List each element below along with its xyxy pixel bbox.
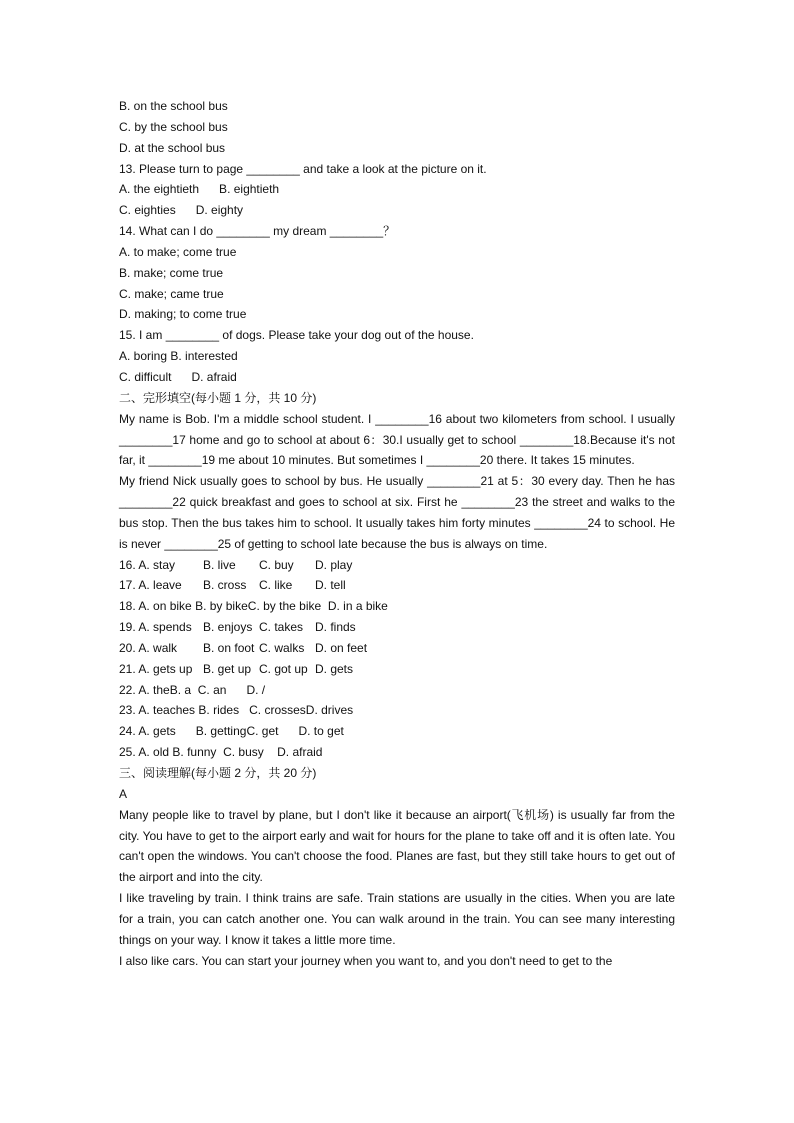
q13-options-row1: A. the eightieth B. eightieth <box>119 182 280 197</box>
passage-label: A <box>119 786 128 801</box>
q15-stem: 15. I am ________ of dogs. Please take your dog out of the house. <box>119 328 474 343</box>
q13-stem: 13. Please turn to page ________ and take a look at the picture on it. <box>119 161 487 176</box>
q12-option-d: D. at the school bus <box>119 140 226 155</box>
q14-option-c: C. make; came true <box>119 286 224 301</box>
cloze-paragraph-2: My friend Nick usually goes to school by bus. He usually ________21 at 5：30 every day. Then he has ________22 quick breakfast and goes to school at six. First he ________23 the street and walks to the bus stop. Then the bus takes him to school. It usually takes him forty minutes ________24 to school. He is never ________25 of getting to school late because the bus is always on time. <box>119 474 675 551</box>
q14-option-b: B. make; come true <box>119 265 224 280</box>
q15-options-row1: A. boring B. interested <box>119 349 238 364</box>
q14-option-d: D. making; to come true <box>119 307 247 322</box>
cloze-option-row: 20. A. walk B. on foot C. walks D. on feet <box>119 640 368 655</box>
cloze-paragraph-1: My name is Bob. I'm a middle school student. I ________16 about two kilometers from school. I usually ________17 home and go to school at about 6：30.I usually get to school ________18.Because it's not far, it ________19 me about 10 minutes. But sometimes I ________20 there. It takes 15 minutes. <box>119 411 675 468</box>
section3-heading: 三、阅读理解(每小题 2 分，共 20 分) <box>119 766 317 780</box>
cloze-option-row: 23. A. teaches B. rides C. crossesD. drives <box>119 703 354 718</box>
document-page <box>119 96 675 971</box>
reading-paragraph-3: I also like cars. You can start your journey when you want to, and you don't need to get to the <box>119 953 613 968</box>
q15-options-row2: C. difficult D. afraid <box>119 369 237 384</box>
q13-options-row2: C. eighties D. eighty <box>119 203 244 218</box>
section2-heading: 二、完形填空(每小题 1 分，共 10 分) <box>119 390 317 405</box>
cloze-option-row: 21. A. gets up B. get up C. got up D. gets <box>119 661 354 676</box>
cloze-option-row: 22. A. theB. a C. an D. / <box>119 682 266 697</box>
cloze-option-row: 18. A. on bike B. by bikeC. by the bike D. in a bike <box>119 599 388 614</box>
cloze-option-row: 19. A. spends B. enjoys C. takes D. finds <box>119 620 356 635</box>
q12-option-b: B. on the school bus <box>119 99 228 113</box>
cloze-option-row: 25. A. old B. funny C. busy D. afraid <box>119 745 323 760</box>
cloze-option-row: 24. A. gets B. gettingC. get D. to get <box>119 724 344 739</box>
reading-paragraph-1: Many people like to travel by plane, but I don't like it because an airport(飞机场) is usually far from the city. You have to get to the airport early and wait for hours for the plane to take off and it is often late. You can't open the windows. You can't choose the food. Planes are fast, but they still take hours to get out of the airport and into the city. <box>119 807 675 885</box>
reading-paragraph-2: I like traveling by train. I think trains are safe. Train stations are usually in the cities. When you are late for a train, you can catch another one. You can walk around in the train. You can see many interesting things on your way. I know it takes a little more time. <box>119 891 675 947</box>
cloze-option-row: 16. A. stay B. live C. buy D. play <box>119 557 353 572</box>
cloze-options <box>119 555 675 763</box>
q12-option-c: C. by the school bus <box>119 119 228 134</box>
cloze-option-row: 17. A. leave B. cross C. like D. tell <box>119 578 346 593</box>
q14-stem: 14. What can I do ________ my dream ________？ <box>119 224 396 239</box>
q14-option-a: A. to make; come true <box>119 244 237 259</box>
